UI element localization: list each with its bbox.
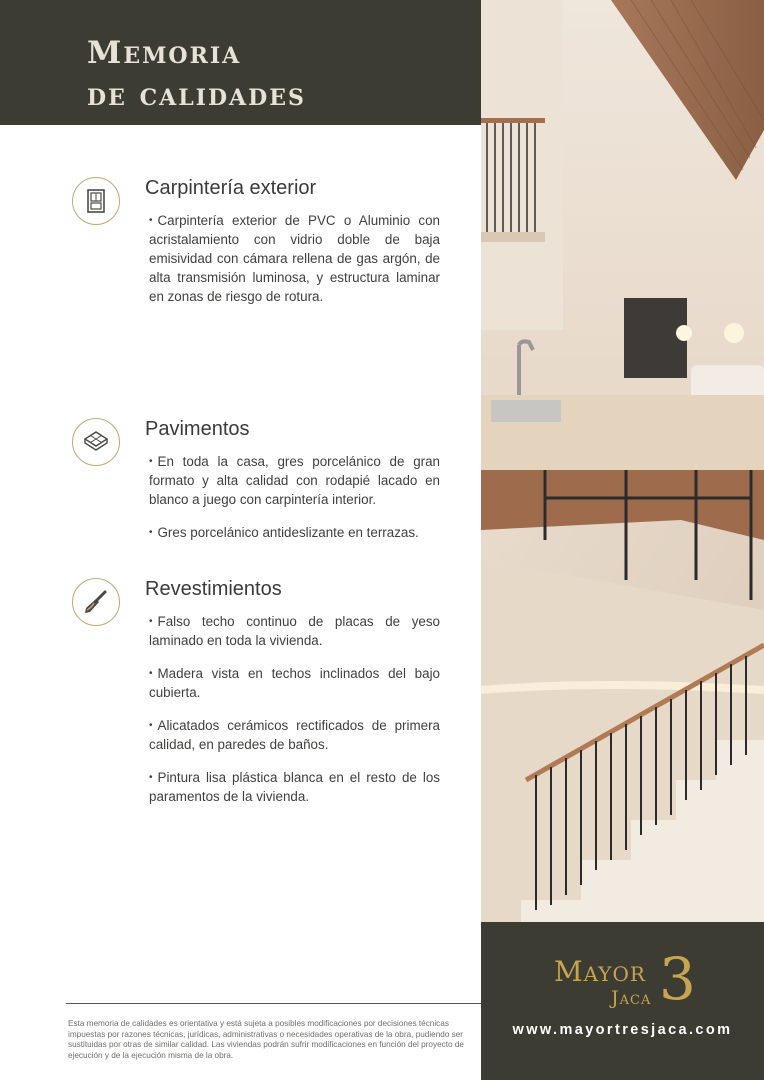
page-title-line-2: de calidades [87,77,306,113]
brand-box [481,922,764,1080]
disclaimer-text: Esta memoria de calidades es orientativa y está sujeta a posibles modificaciones por decisiones técnicas impuestas por razones técnicas, jurídicas, administrativas o necesidades operativas de la obra, pudiendo ser sustituidas por otras de similar calidad. Las viviendas podrán sufrir modificaciones en función del proyecto de ejecución y de la ejecución misma de la obra. [68,1019,464,1060]
trowel-icon [72,578,120,626]
list-item: • Gres porcelánico antideslizante en terrazas. [149,525,419,540]
section-items [149,452,440,556]
brand-logo-jaca: Jaca [611,987,652,1009]
section-title: Pavimentos [145,418,250,440]
floor-tiles-icon [72,418,120,466]
list-item: • Madera vista en techos inclinados del bajo cubierta. [149,666,440,700]
list-item: • Carpintería exterior de PVC o Aluminio con acristalamiento con vidrio doble de baja emisividad con cámara rellena de gas argón, de alta transmisión luminosa, y estructura laminar en zonas de riesgo de rotura. [149,213,440,304]
brand-logo-number: 3 [659,945,696,1013]
disclaimer-divider [66,1003,481,1004]
photo-living-room [481,0,764,470]
photo-staircase [481,470,764,922]
window-icon [72,177,120,225]
section-title: Carpintería exterior [145,177,317,199]
page-title-line-1: Memoria [87,35,242,71]
section-items [149,211,440,320]
header-band [0,0,481,125]
list-item: • Falso techo continuo de placas de yeso laminado en toda la vivienda. [149,614,440,648]
list-item: • En toda la casa, gres porcelánico de gran formato y alta calidad con rodapié lacado en blanco a juego con carpintería interior. [149,454,440,507]
page-title [87,32,306,116]
interior-photos [481,0,764,1080]
list-item: • Pintura lisa plástica blanca en el resto de los paramentos de la vivienda. [149,770,440,804]
section-items [149,612,440,820]
brand-logo-mayor: Mayor [554,955,646,988]
list-item: • Alicatados cerámicos rectificados de primera calidad, en paredes de baños. [149,718,440,752]
section-title: Revestimientos [145,578,282,600]
website-link[interactable]: www.mayortresjaca.com [512,1022,733,1038]
